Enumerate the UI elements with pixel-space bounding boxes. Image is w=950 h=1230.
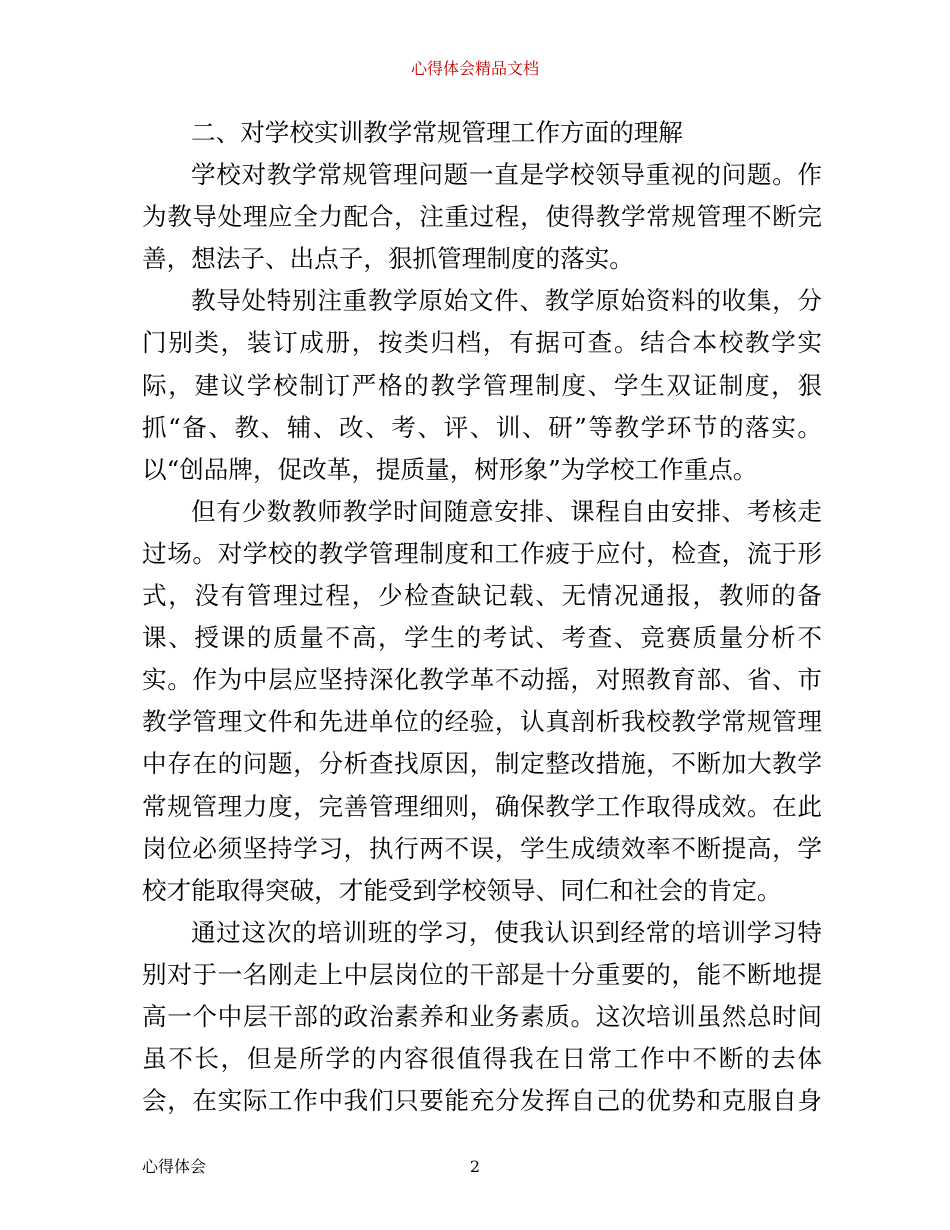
page-number: 2: [469, 1157, 481, 1176]
text-line: 实。作为中层应坚持深化教学革不动摇，对照教育部、省、市: [142, 665, 822, 695]
paragraph-2: [142, 280, 822, 490]
text-line: 学校对教学常规管理问题一直是学校领导重视的问题。作: [191, 160, 822, 190]
text-line: 课、授课的质量不高，学生的考试、考查、竞赛质量分析不: [142, 623, 822, 653]
paragraph-1: [142, 154, 822, 280]
section-heading: 二、对学校实训教学常规管理工作方面的理解: [191, 118, 683, 147]
text-line: 以“创品牌，促改革，提质量，树形象”为学校工作重点。: [142, 454, 758, 484]
text-line: 教学管理文件和先进单位的经验，认真剖析我校教学常规管理: [142, 707, 822, 737]
document-body: [142, 112, 822, 1122]
text-line: 常规管理力度，完善管理细则，确保教学工作取得成效。在此: [142, 791, 822, 821]
text-line: 会，在实际工作中我们只要能充分发挥自己的优势和克服自身: [142, 1086, 822, 1116]
text-line: 岗位必须坚持学习，执行两不误，学生成绩效率不断提高，学: [142, 833, 822, 863]
text-line: 际，建议学校制订严格的教学管理制度、学生双证制度，狠: [142, 370, 822, 400]
text-line: 校才能取得突破，才能受到学校领导、同仁和社会的肯定。: [142, 875, 782, 905]
footer-label: 心得体会: [142, 1157, 207, 1176]
paragraph-4: [142, 912, 822, 1122]
paragraph-3: [142, 491, 822, 912]
text-line: 虽不长，但是所学的内容很值得我在日常工作中不断的去体: [142, 1044, 822, 1074]
text-line: 门别类，装订成册，按类归档，有据可查。结合本校教学实: [142, 328, 822, 358]
text-line: 过场。对学校的教学管理制度和工作疲于应付，检查，流于形: [142, 538, 822, 568]
text-line: 善，想法子、出点子，狠抓管理制度的落实。: [142, 244, 634, 274]
text-line: 高一个中层干部的政治素养和业务素质。这次培训虽然总时间: [142, 1001, 822, 1031]
text-line: 中存在的问题，分析查找原因，制定整改措施，不断加大教学: [142, 749, 822, 779]
text-line: 通过这次的培训班的学习，使我认识到经常的培训学习特: [191, 917, 822, 947]
text-line: 抓“备、教、辅、改、考、评、训、研”等教学环节的落实。: [142, 412, 822, 442]
text-line: 但有少数教师教学时间随意安排、课程自由安排、考核走: [191, 496, 822, 526]
text-line: 别对于一名刚走上中层岗位的干部是十分重要的，能不断地提: [142, 959, 822, 989]
page-header: 心得体会精品文档: [410, 59, 539, 78]
text-line: 式，没有管理过程，少检查缺记载、无情况通报，教师的备: [142, 581, 822, 611]
text-line: 教导处特别注重教学原始文件、教学原始资料的收集，分: [191, 286, 822, 316]
text-line: 为教导处理应全力配合，注重过程，使得教学常规管理不断完: [142, 202, 822, 232]
